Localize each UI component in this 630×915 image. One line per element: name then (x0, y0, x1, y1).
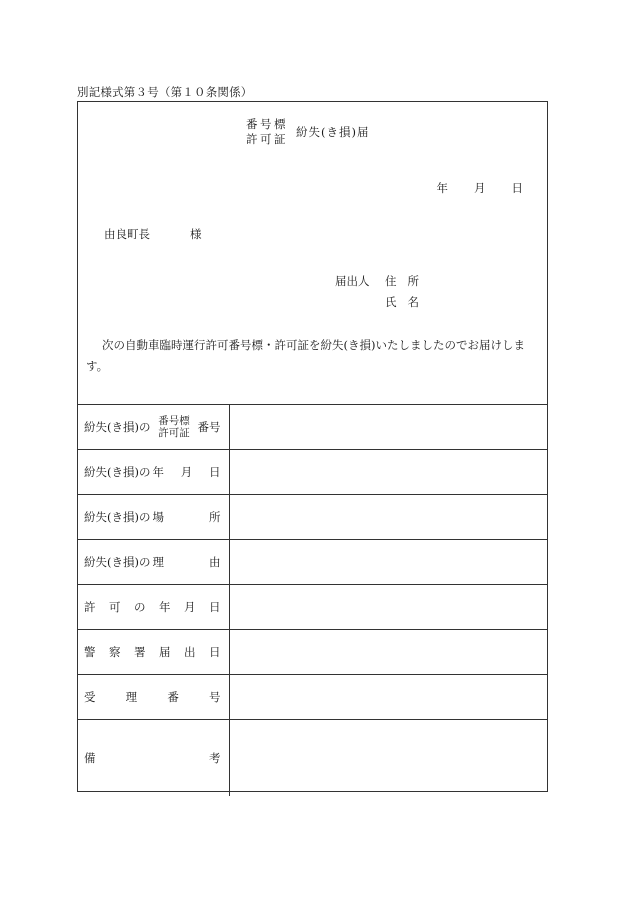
applicant-role: 届出人 (335, 274, 370, 288)
addressee-honorific: 様 (190, 227, 202, 241)
row-value-remarks[interactable] (229, 720, 547, 797)
title-option-number-plate: 番号標 (246, 117, 288, 131)
table-row (78, 630, 547, 675)
applicant-name-row (335, 292, 430, 313)
table-row (78, 405, 547, 450)
row-label-police-report-date: 警 察 署 届 出 日 (78, 630, 229, 675)
addressee (104, 226, 202, 242)
row-value-receipt-number[interactable] (229, 675, 547, 720)
row-label-permit-date: 許 可 の 年 月 日 (78, 585, 229, 630)
date-day-label: 日 (511, 181, 523, 195)
row-value-police-report-date[interactable] (229, 630, 547, 675)
title-main-text: 紛失(き損)届 (296, 125, 370, 139)
row-value-lost-number[interactable] (229, 405, 547, 450)
row-value-lost-date[interactable] (229, 450, 547, 495)
title-option-permit: 許可証 (246, 132, 288, 146)
table-row (78, 675, 547, 720)
table-row (78, 495, 547, 540)
form-title (246, 117, 369, 147)
applicant-block (335, 271, 430, 313)
statement-text: 次の自動車臨時運行許可番号標・許可証を紛失(き損)いたしましたのでお届けします。 (86, 338, 525, 373)
row-label-receipt-number: 受 理 番 号 (78, 675, 229, 720)
row-label-lost-place: 紛失(き損)の 場 所 (78, 495, 229, 540)
row-label-lost-date: 紛失(き損)の 年 月 日 (78, 450, 229, 495)
applicant-name-label: 氏名 (385, 295, 430, 309)
table-row (78, 450, 547, 495)
row-label-lost-number: 紛失(き損)の 番号標 許可証 番号 (78, 405, 229, 450)
row-value-lost-reason[interactable] (229, 540, 547, 585)
form-frame (77, 101, 548, 792)
applicant-address-row (335, 271, 430, 292)
row-value-permit-date[interactable] (229, 585, 547, 630)
applicant-address-label: 住所 (385, 274, 430, 288)
submission-date (437, 180, 524, 196)
form-header-area (78, 102, 547, 404)
table-row (78, 720, 547, 797)
row-value-lost-place[interactable] (229, 495, 547, 540)
date-month-label: 月 (474, 181, 486, 195)
row-label-lost-reason: 紛失(き損)の 理 由 (78, 540, 229, 585)
title-stacked-options (246, 117, 288, 147)
details-table (78, 404, 547, 796)
addressee-name: 由良町長 (104, 227, 150, 241)
table-row (78, 585, 547, 630)
table-row (78, 540, 547, 585)
date-year-label: 年 (436, 181, 448, 195)
form-caption: 別記様式第３号（第１０条関係） (77, 85, 253, 99)
row-label-remarks: 備 考 (78, 720, 229, 797)
